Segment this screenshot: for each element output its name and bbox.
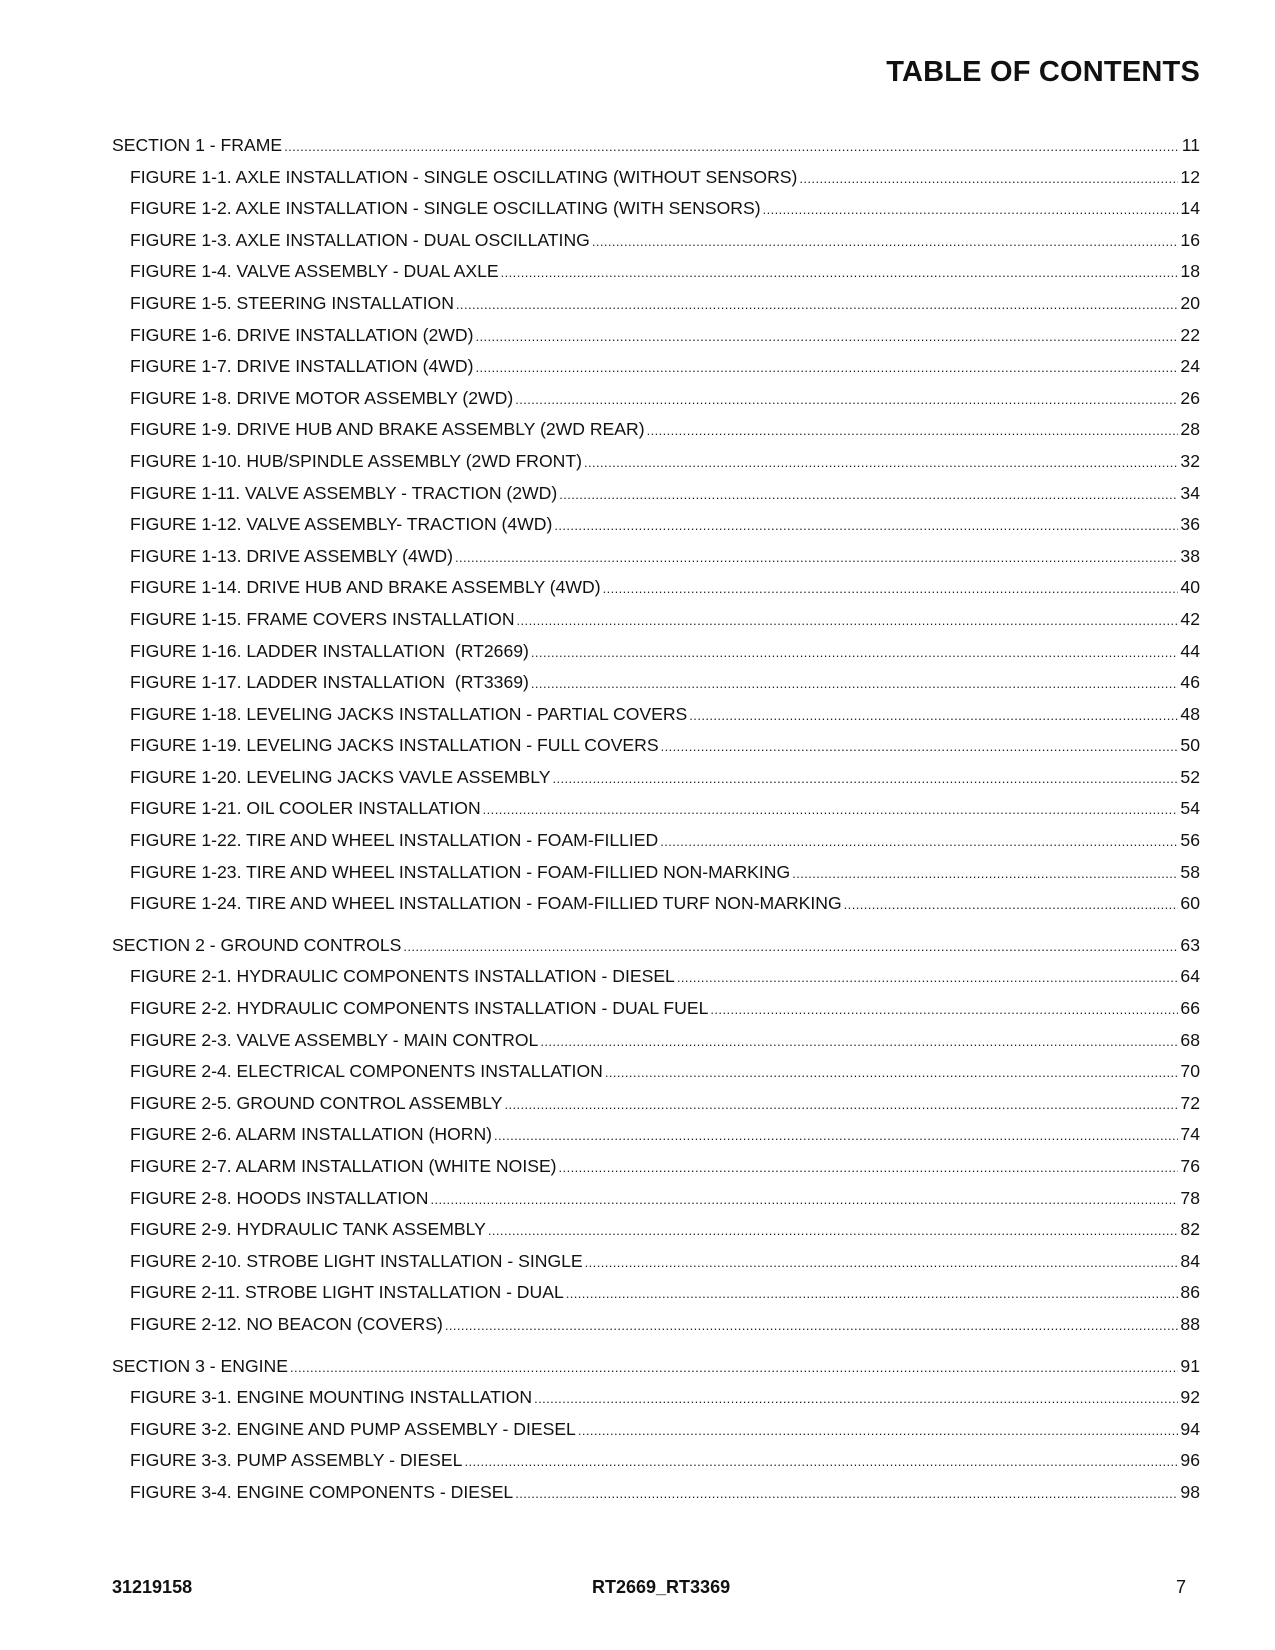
toc-entry-page-number: 40 bbox=[1180, 577, 1200, 598]
toc-figure-entry[interactable] bbox=[112, 1119, 1200, 1151]
toc-entry-label: FIGURE 1-5. STEERING INSTALLATION bbox=[130, 292, 454, 313]
toc-dot-leader bbox=[584, 447, 1178, 479]
toc-entry-label: FIGURE 1-2. AXLE INSTALLATION - SINGLE OSCILLATING (WITH SENSORS) bbox=[130, 198, 761, 219]
toc-figure-entry[interactable] bbox=[112, 256, 1200, 288]
toc-entry-page-number: 34 bbox=[1180, 482, 1200, 503]
footer-page-number: 7 bbox=[1175, 1577, 1186, 1597]
toc-dot-leader bbox=[290, 1352, 1178, 1384]
toc-dot-leader bbox=[515, 1478, 1178, 1510]
toc-entry-label: FIGURE 3-2. ENGINE AND PUMP ASSEMBLY - DIESEL bbox=[130, 1418, 576, 1439]
toc-entry-page-number: 94 bbox=[1180, 1418, 1200, 1439]
toc-entry-page-number: 38 bbox=[1180, 545, 1200, 566]
toc-dot-leader bbox=[585, 1247, 1179, 1279]
toc-entry-label: FIGURE 2-12. NO BEACON (COVERS) bbox=[130, 1313, 443, 1334]
toc-entry-label: FIGURE 2-5. GROUND CONTROL ASSEMBLY bbox=[130, 1092, 503, 1113]
toc-dot-leader bbox=[554, 510, 1178, 542]
toc-dot-leader bbox=[603, 573, 1179, 605]
footer-doc-number: 31219158 bbox=[112, 1577, 193, 1597]
toc-figure-entry[interactable] bbox=[112, 1151, 1200, 1183]
toc-entry-label: FIGURE 2-1. HYDRAULIC COMPONENTS INSTALLATION - DIESEL bbox=[130, 966, 675, 987]
toc-figure-entry[interactable] bbox=[112, 825, 1200, 857]
toc-figure-entry[interactable] bbox=[112, 1309, 1200, 1341]
toc-entry-label: FIGURE 1-12. VALVE ASSEMBLY- TRACTION (4WD) bbox=[130, 514, 553, 535]
toc-dot-leader bbox=[494, 1120, 1178, 1152]
toc-entry-label: FIGURE 1-18. LEVELING JACKS INSTALLATION - PARTIAL COVERS bbox=[130, 703, 688, 724]
toc-entry-page-number: 58 bbox=[1180, 861, 1200, 882]
toc-dot-leader bbox=[515, 384, 1178, 416]
toc-dot-leader bbox=[799, 163, 1178, 195]
toc-entry-label: FIGURE 2-4. ELECTRICAL COMPONENTS INSTALLATION bbox=[130, 1061, 603, 1082]
toc-dot-leader bbox=[504, 1089, 1178, 1121]
toc-entry-page-number: 11 bbox=[1181, 135, 1200, 155]
toc-entry-label: FIGURE 1-22. TIRE AND WHEEL INSTALLATION - FOAM-FILLIED bbox=[130, 830, 659, 851]
toc-dot-leader bbox=[403, 931, 1178, 963]
toc-entry-page-number: 84 bbox=[1180, 1250, 1200, 1271]
toc-dot-leader bbox=[483, 794, 1179, 826]
toc-entry-label: FIGURE 2-11. STROBE LIGHT INSTALLATION - DUAL bbox=[130, 1282, 564, 1303]
toc-dot-leader bbox=[710, 994, 1178, 1026]
toc-entry-page-number: 91 bbox=[1180, 1355, 1200, 1376]
toc-entry-page-number: 42 bbox=[1180, 608, 1200, 629]
toc-figure-entry[interactable] bbox=[112, 667, 1200, 699]
toc-dot-leader bbox=[689, 700, 1178, 732]
toc-dot-leader bbox=[592, 226, 1179, 258]
toc-figure-entry[interactable] bbox=[112, 762, 1200, 794]
toc-entry-label: FIGURE 1-23. TIRE AND WHEEL INSTALLATION - FOAM-FILLIED NON-MARKING bbox=[130, 861, 791, 882]
toc-entry-page-number: 74 bbox=[1180, 1124, 1200, 1145]
toc-entry-label: SECTION 2 - GROUND CONTROLS bbox=[112, 934, 402, 955]
toc-entry-page-number: 20 bbox=[1180, 292, 1200, 313]
toc-dot-leader bbox=[792, 858, 1178, 890]
toc-entry-label: FIGURE 1-24. TIRE AND WHEEL INSTALLATION - FOAM-FILLIED TURF NON-MARKING bbox=[130, 893, 842, 914]
toc-figure-entry[interactable] bbox=[112, 446, 1200, 478]
toc-entry-label: FIGURE 1-11. VALVE ASSEMBLY - TRACTION (2WD) bbox=[130, 482, 558, 503]
toc-figure-entry[interactable] bbox=[112, 1088, 1200, 1120]
toc-figure-entry[interactable] bbox=[112, 1445, 1200, 1477]
toc-entry-label: FIGURE 2-9. HYDRAULIC TANK ASSEMBLY bbox=[130, 1219, 486, 1240]
toc-dot-leader bbox=[517, 605, 1179, 637]
toc-figure-entry[interactable] bbox=[112, 993, 1200, 1025]
toc-entry-label: FIGURE 3-4. ENGINE COMPONENTS - DIESEL bbox=[130, 1481, 514, 1502]
toc-entry-label: FIGURE 1-14. DRIVE HUB AND BRAKE ASSEMBLY (4WD) bbox=[130, 577, 601, 598]
toc-entry-page-number: 64 bbox=[1180, 966, 1200, 987]
toc-entry-label: FIGURE 2-2. HYDRAULIC COMPONENTS INSTALLATION - DUAL FUEL bbox=[130, 998, 709, 1019]
toc-entry-page-number: 12 bbox=[1180, 166, 1200, 187]
toc-figure-entry[interactable] bbox=[112, 888, 1200, 920]
toc-figure-entry[interactable] bbox=[112, 414, 1200, 446]
toc-figure-entry[interactable] bbox=[112, 604, 1200, 636]
toc-entry-label: FIGURE 1-8. DRIVE MOTOR ASSEMBLY (2WD) bbox=[130, 387, 514, 408]
table-of-contents bbox=[112, 130, 1200, 1509]
page-footer bbox=[112, 1577, 1200, 1601]
toc-dot-leader bbox=[559, 479, 1178, 511]
toc-dot-leader bbox=[578, 1415, 1179, 1447]
toc-dot-leader bbox=[552, 763, 1178, 795]
toc-figure-entry[interactable] bbox=[112, 478, 1200, 510]
toc-entry-label: FIGURE 2-10. STROBE LIGHT INSTALLATION - SINGLE bbox=[130, 1250, 583, 1271]
toc-dot-leader bbox=[488, 1215, 1179, 1247]
toc-dot-leader bbox=[559, 1152, 1179, 1184]
toc-entry-label: FIGURE 1-4. VALVE ASSEMBLY - DUAL AXLE bbox=[130, 261, 499, 282]
toc-dot-leader bbox=[534, 1383, 1178, 1415]
toc-dot-leader bbox=[605, 1057, 1179, 1089]
toc-entry-page-number: 54 bbox=[1180, 798, 1200, 819]
toc-entry-page-number: 63 bbox=[1180, 934, 1200, 955]
toc-figure-entry[interactable] bbox=[112, 1214, 1200, 1246]
toc-figure-entry[interactable] bbox=[112, 1382, 1200, 1414]
toc-figure-entry[interactable] bbox=[112, 541, 1200, 573]
toc-entry-page-number: 68 bbox=[1180, 1029, 1200, 1050]
toc-entry-page-number: 52 bbox=[1180, 766, 1200, 787]
toc-entry-page-number: 96 bbox=[1180, 1450, 1200, 1471]
toc-figure-entry[interactable] bbox=[112, 1056, 1200, 1088]
toc-entry-page-number: 44 bbox=[1180, 640, 1200, 661]
toc-figure-entry[interactable] bbox=[112, 351, 1200, 383]
toc-entry-page-number: 76 bbox=[1180, 1156, 1200, 1176]
toc-entry-page-number: 72 bbox=[1180, 1092, 1200, 1113]
toc-entry-page-number: 24 bbox=[1180, 356, 1200, 377]
toc-figure-entry[interactable] bbox=[112, 961, 1200, 993]
toc-figure-entry[interactable] bbox=[112, 320, 1200, 352]
toc-entry-label: FIGURE 1-10. HUB/SPINDLE ASSEMBLY (2WD FRONT) bbox=[130, 450, 582, 471]
toc-dot-leader bbox=[464, 1446, 1178, 1478]
toc-entry-page-number: 60 bbox=[1180, 893, 1200, 914]
footer-model: RT2669_RT3369 bbox=[592, 1577, 731, 1597]
toc-entry-label: FIGURE 2-8. HOODS INSTALLATION bbox=[130, 1187, 429, 1208]
toc-entry-page-number: 70 bbox=[1180, 1061, 1200, 1082]
toc-entry-page-number: 78 bbox=[1180, 1187, 1200, 1208]
toc-section-entry[interactable] bbox=[112, 930, 1200, 962]
toc-entry-label: FIGURE 1-19. LEVELING JACKS INSTALLATION - FULL COVERS bbox=[130, 735, 659, 756]
toc-entry-page-number: 22 bbox=[1180, 324, 1200, 345]
toc-dot-leader bbox=[431, 1184, 1179, 1216]
toc-entry-label: FIGURE 1-16. LADDER INSTALLATION (RT2669) bbox=[130, 640, 529, 661]
toc-entry-label: FIGURE 1-1. AXLE INSTALLATION - SINGLE OSCILLATING (WITHOUT SENSORS) bbox=[130, 166, 798, 187]
toc-entry-label: FIGURE 1-21. OIL COOLER INSTALLATION bbox=[130, 798, 481, 819]
toc-dot-leader bbox=[660, 826, 1178, 858]
toc-figure-entry[interactable] bbox=[112, 793, 1200, 825]
toc-dot-leader bbox=[677, 962, 1179, 994]
toc-dot-leader bbox=[475, 321, 1178, 353]
toc-entry-page-number: 16 bbox=[1180, 229, 1200, 250]
toc-figure-entry[interactable] bbox=[112, 1246, 1200, 1278]
toc-entry-label: FIGURE 3-3. PUMP ASSEMBLY - DIESEL bbox=[130, 1450, 463, 1471]
toc-dot-leader bbox=[763, 194, 1179, 226]
toc-entry-label: FIGURE 1-17. LADDER INSTALLATION (RT3369) bbox=[130, 672, 529, 693]
toc-section-entry[interactable] bbox=[112, 1351, 1200, 1383]
toc-figure-entry[interactable] bbox=[112, 225, 1200, 257]
toc-entry-page-number: 28 bbox=[1180, 419, 1200, 440]
toc-entry-label: FIGURE 2-3. VALVE ASSEMBLY - MAIN CONTROL bbox=[130, 1029, 539, 1050]
toc-figure-entry[interactable] bbox=[112, 509, 1200, 541]
toc-dot-leader bbox=[501, 257, 1179, 289]
toc-entry-page-number: 48 bbox=[1180, 703, 1200, 724]
toc-figure-entry[interactable] bbox=[112, 636, 1200, 668]
toc-figure-entry[interactable] bbox=[112, 162, 1200, 194]
toc-dot-leader bbox=[566, 1278, 1179, 1310]
toc-entry-page-number: 18 bbox=[1180, 261, 1200, 282]
toc-dot-leader bbox=[661, 731, 1179, 763]
toc-figure-entry[interactable] bbox=[112, 1277, 1200, 1309]
toc-entry-page-number: 50 bbox=[1180, 735, 1200, 756]
toc-figure-entry[interactable] bbox=[112, 1414, 1200, 1446]
toc-entry-label: FIGURE 1-3. AXLE INSTALLATION - DUAL OSCILLATING bbox=[130, 229, 590, 250]
toc-entry-page-number: 14 bbox=[1180, 198, 1200, 219]
toc-entry-page-number: 82 bbox=[1180, 1219, 1200, 1240]
toc-dot-leader bbox=[540, 1026, 1178, 1058]
toc-entry-page-number: 32 bbox=[1180, 450, 1200, 471]
toc-entry-page-number: 86 bbox=[1180, 1282, 1200, 1303]
toc-entry-page-number: 46 bbox=[1180, 672, 1200, 693]
toc-figure-entry[interactable] bbox=[112, 383, 1200, 415]
toc-entry-label: FIGURE 1-15. FRAME COVERS INSTALLATION bbox=[130, 608, 515, 629]
toc-entry-label: FIGURE 1-20. LEVELING JACKS VAVLE ASSEMBLY bbox=[130, 766, 551, 787]
toc-entry-label: FIGURE 1-6. DRIVE INSTALLATION (2WD) bbox=[130, 324, 474, 345]
toc-figure-entry[interactable] bbox=[112, 1477, 1200, 1509]
toc-dot-leader bbox=[455, 542, 1178, 574]
toc-dot-leader bbox=[531, 668, 1179, 700]
toc-dot-leader bbox=[844, 889, 1179, 921]
toc-entry-page-number: 92 bbox=[1180, 1387, 1200, 1408]
toc-figure-entry[interactable] bbox=[112, 572, 1200, 604]
toc-entry-page-number: 56 bbox=[1180, 830, 1200, 851]
toc-entry-label: FIGURE 2-6. ALARM INSTALLATION (HORN) bbox=[130, 1124, 493, 1145]
toc-figure-entry[interactable] bbox=[112, 857, 1200, 889]
toc-dot-leader bbox=[456, 289, 1179, 321]
toc-figure-entry[interactable] bbox=[112, 730, 1200, 762]
toc-entry-label: FIGURE 1-13. DRIVE ASSEMBLY (4WD) bbox=[130, 545, 453, 566]
toc-entry-page-number: 88 bbox=[1180, 1313, 1200, 1334]
toc-entry-label: FIGURE 1-9. DRIVE HUB AND BRAKE ASSEMBLY (2WD REAR) bbox=[130, 419, 645, 440]
toc-dot-leader bbox=[445, 1310, 1179, 1342]
toc-entry-label: SECTION 1 - FRAME bbox=[112, 135, 283, 155]
toc-entry-label: SECTION 3 - ENGINE bbox=[112, 1355, 288, 1376]
toc-figure-entry[interactable] bbox=[112, 288, 1200, 320]
toc-figure-entry[interactable] bbox=[112, 699, 1200, 731]
toc-entry-label: FIGURE 2-7. ALARM INSTALLATION (WHITE NOISE) bbox=[130, 1156, 557, 1176]
toc-entry-label: FIGURE 3-1. ENGINE MOUNTING INSTALLATION bbox=[130, 1387, 533, 1408]
toc-section-entry[interactable] bbox=[112, 130, 1200, 162]
page-title: TABLE OF CONTENTS bbox=[886, 56, 1200, 88]
toc-dot-leader bbox=[284, 131, 1180, 163]
toc-dot-leader bbox=[531, 637, 1179, 669]
toc-entry-page-number: 98 bbox=[1180, 1481, 1200, 1502]
toc-entry-page-number: 36 bbox=[1180, 514, 1200, 535]
toc-figure-entry[interactable] bbox=[112, 1183, 1200, 1215]
toc-figure-entry[interactable] bbox=[112, 193, 1200, 225]
toc-figure-entry[interactable] bbox=[112, 1025, 1200, 1057]
toc-dot-leader bbox=[475, 352, 1178, 384]
toc-dot-leader bbox=[647, 415, 1179, 447]
toc-entry-page-number: 26 bbox=[1180, 387, 1200, 408]
toc-entry-label: FIGURE 1-7. DRIVE INSTALLATION (4WD) bbox=[130, 356, 474, 377]
toc-entry-page-number: 66 bbox=[1180, 998, 1200, 1019]
